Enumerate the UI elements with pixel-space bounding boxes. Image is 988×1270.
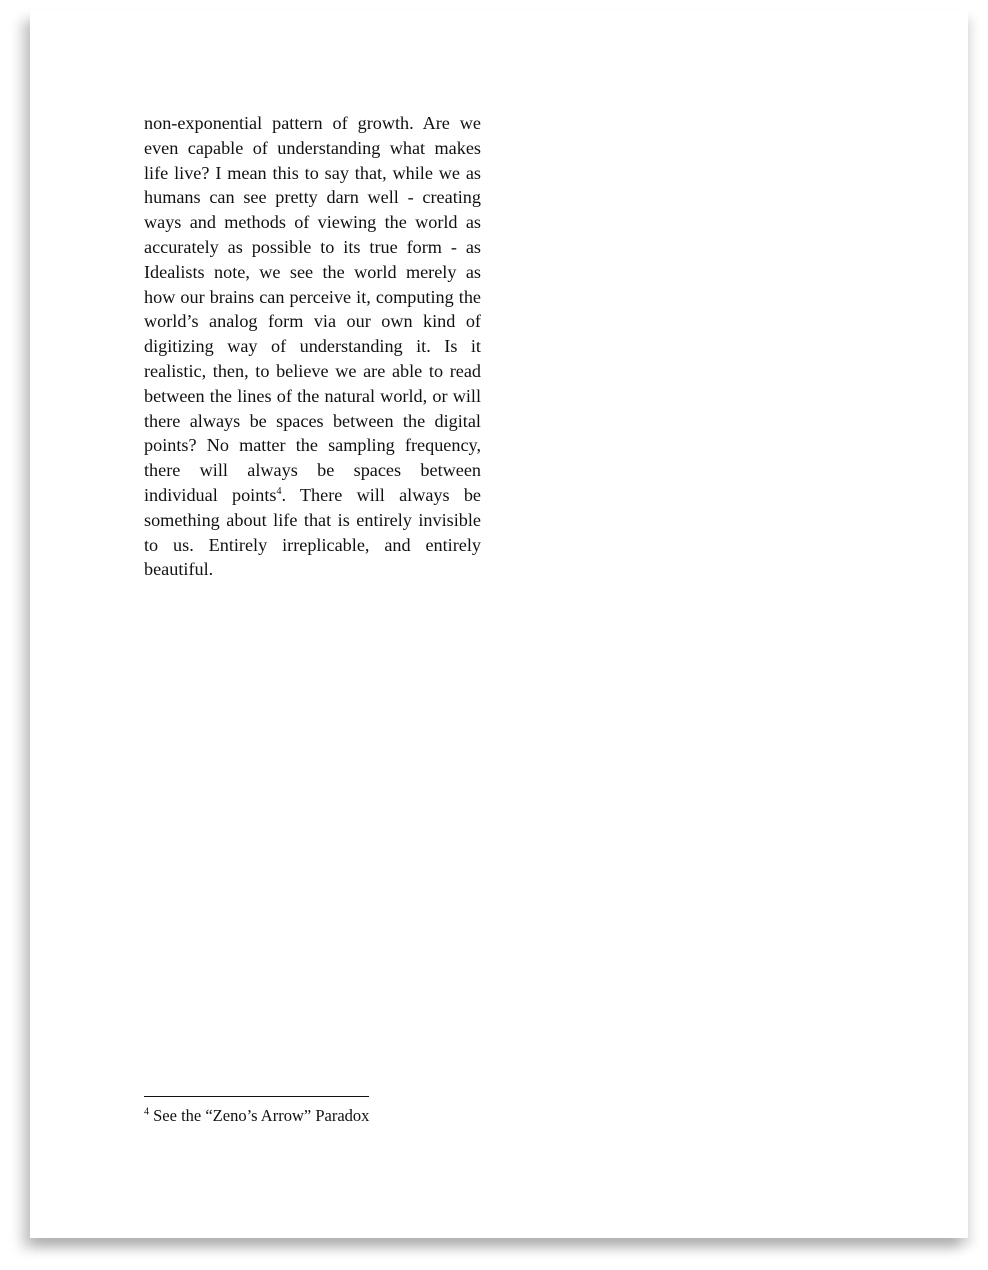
footnote <box>144 1106 369 1126</box>
paragraph-text-part-2: . There will always be something about life that is entirely invisible to us. Entirely irreplicable, and entirely beautiful. <box>144 484 482 580</box>
footnote-text: See the “Zeno’s Arrow” Paradox <box>149 1106 370 1125</box>
footnote-number: 4 <box>144 1106 149 1118</box>
document-page <box>30 10 968 1238</box>
body-paragraph <box>144 111 481 582</box>
footnote-reference: 4 <box>276 485 282 497</box>
paragraph-text-part-1: non-exponential pattern of growth. Are we even capable of understanding what makes life live? I mean this to say that, while we as humans can see pretty darn well - creating ways and methods of viewing the world as accurately as possible to its true form - as Idealists note, we see the world merely as how our brains can perceive it, computing the world’s analog form via our own kind of digitizing way of understanding it. Is it realistic, then, to believe we are able to read between the lines of the natural world, or will there always be spaces between the digital points? No matter the sampling frequency, there will always be spaces between individual points <box>144 113 481 505</box>
footnote-separator <box>144 1096 369 1097</box>
